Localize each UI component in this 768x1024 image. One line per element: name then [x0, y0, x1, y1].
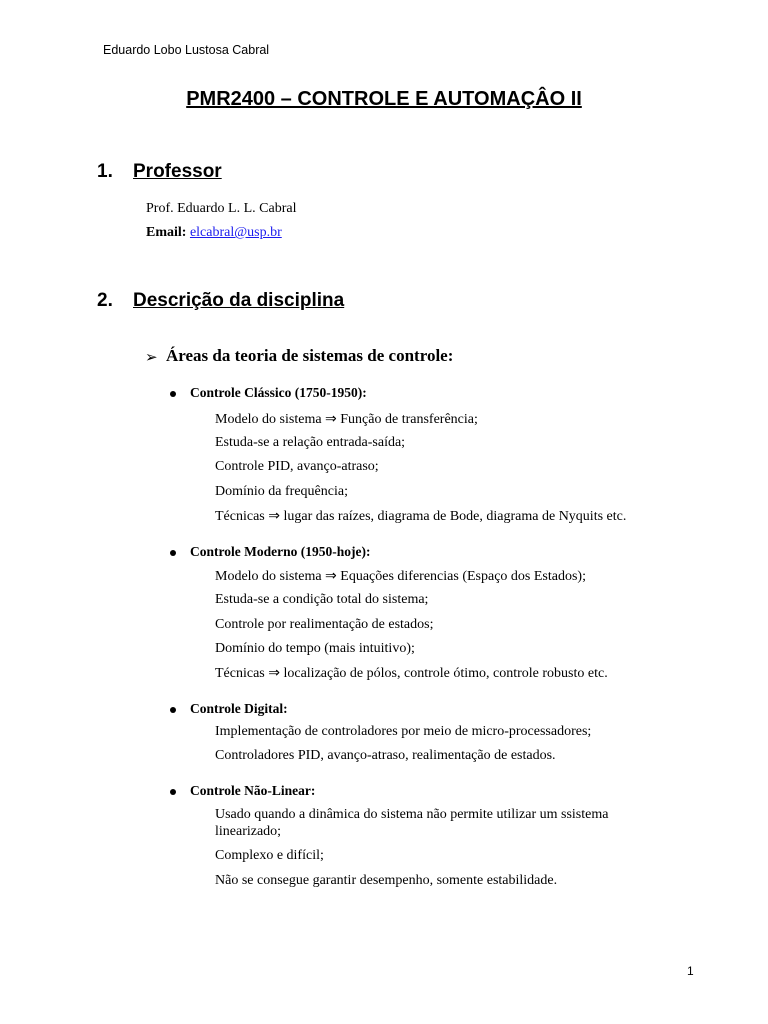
category-title: Controle Não-Linear:	[190, 783, 316, 798]
bullet-dot-icon	[170, 707, 176, 713]
list-item: Não se consegue garantir desempenho, somente estabilidade.	[215, 873, 558, 888]
email-line	[146, 225, 282, 241]
category-title: Controle Clássico (1750-1950):	[190, 385, 367, 400]
list-item: Usado quando a dinâmica do sistema não permite utilizar um ssistema	[215, 807, 609, 822]
section-1-number: 1.	[97, 161, 113, 182]
list-item: Controle PID, avanço-atraso;	[215, 459, 379, 474]
professor-name: Prof. Eduardo L. L. Cabral	[146, 201, 297, 216]
document-title: PMR2400 – CONTROLE E AUTOMAÇÂO II	[186, 88, 582, 110]
email-label: Email:	[146, 225, 187, 240]
list-item: linearizado;	[215, 824, 282, 839]
list-item: Complexo e difícil;	[215, 848, 324, 863]
section-2-title: Descrição da disciplina	[133, 290, 345, 311]
list-item: Modelo do sistema ⇒ Função de transferência;	[215, 412, 478, 427]
category-title: Controle Digital:	[190, 701, 288, 716]
section-2-number: 2.	[97, 290, 113, 311]
list-item: Domínio do tempo (mais intuitivo);	[215, 641, 415, 656]
bullet-dot-icon	[170, 550, 176, 556]
bullet-dot-icon	[170, 789, 176, 795]
list-item: Modelo do sistema ⇒ Equações diferencias (Espaço dos Estados);	[215, 569, 586, 584]
list-item: Estuda-se a relação entrada-saída;	[215, 435, 406, 450]
list-item: Estuda-se a condição total do sistema;	[215, 592, 429, 607]
list-item: Técnicas ⇒ localização de pólos, controle ótimo, controle robusto etc.	[215, 666, 608, 681]
email-link[interactable]: elcabral@usp.br	[189, 225, 282, 240]
list-item: Controle por realimentação de estados;	[215, 617, 434, 632]
list-item: Domínio da frequência;	[215, 484, 348, 499]
running-header: Eduardo Lobo Lustosa Cabral	[103, 43, 270, 57]
section-1-title: Professor	[133, 161, 222, 182]
list-item: Implementação de controladores por meio de micro-processadores;	[215, 724, 592, 739]
arrow-bullet-icon: ➢	[145, 350, 158, 366]
subheading: Áreas da teoria de sistemas de controle:	[166, 346, 454, 365]
bullet-dot-icon	[170, 391, 176, 397]
page-number: 1	[687, 964, 694, 978]
category-title: Controle Moderno (1950-hoje):	[190, 544, 371, 559]
list-item: Controladores PID, avanço-atraso, realimentação de estados.	[215, 748, 556, 763]
list-item: Técnicas ⇒ lugar das raízes, diagrama de Bode, diagrama de Nyquits etc.	[215, 509, 627, 524]
